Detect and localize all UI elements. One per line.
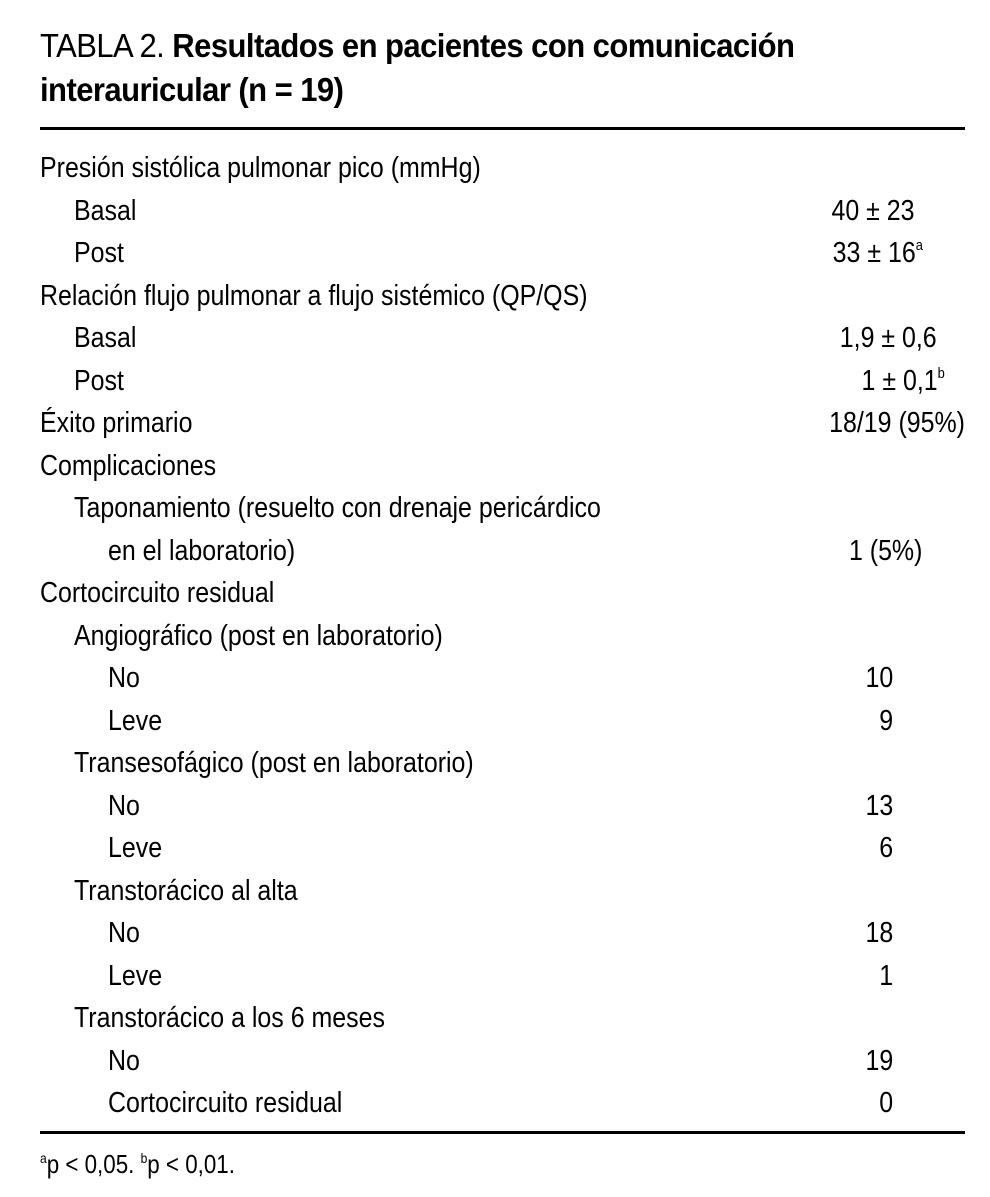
row-value: $33 \pm 16^a$: [832, 237, 923, 269]
row-value: 9: [879, 704, 893, 737]
row-value: 1,9 ± 0,6: [840, 322, 937, 354]
row-label: Complicaciones: [40, 449, 217, 482]
table-row: [40, 232, 965, 275]
table-row: [40, 317, 965, 360]
row-label: Angiográfico (post en laboratorio): [74, 619, 443, 652]
table-row: [40, 700, 965, 743]
row-value: 0: [879, 1087, 893, 1119]
table-row: [40, 530, 965, 573]
table-caption: Resultados en pacientes con comunicación interauricular (n = 19): [40, 27, 795, 108]
row-label: en el laboratorio): [108, 534, 296, 567]
row-label: Post: [74, 364, 124, 397]
table-row: [40, 402, 965, 445]
table-row: [40, 360, 965, 403]
row-label: Leve: [108, 832, 163, 864]
row-value: 10: [865, 662, 893, 694]
row-label: Leve: [108, 959, 163, 992]
table-row: [40, 275, 965, 318]
row-label: Transtorácico a los 6 meses: [74, 1002, 385, 1034]
table-footnote: $^a$p < 0,05. $^b$p < 0,01.: [40, 1149, 235, 1179]
row-label: Taponamiento (resuelto con drenaje pericárdico: [74, 492, 601, 524]
row-label: Transtorácico al alta: [74, 874, 298, 907]
row-label: No: [108, 662, 140, 694]
table-row: [40, 147, 965, 190]
table-row: [40, 487, 965, 530]
bottom-rule: [40, 1131, 965, 1134]
row-label: Éxito primario: [40, 407, 193, 439]
table-row: [40, 870, 965, 913]
table-row: [40, 190, 965, 233]
table-row: [40, 1040, 965, 1083]
footnote-mark: b: [937, 364, 945, 382]
row-label: Cortocircuito residual: [40, 577, 275, 609]
table-row: [40, 912, 965, 955]
table-title: [40, 24, 914, 112]
row-value: 19: [865, 1044, 893, 1077]
row-value: 13: [865, 789, 893, 822]
row-value: 1 (5%): [848, 534, 922, 567]
row-value: 6: [879, 832, 893, 864]
row-label: Relación flujo pulmonar a flujo sistémico (QP/QS): [40, 279, 588, 312]
row-label: Leve: [108, 704, 163, 737]
row-value: 40 ± 23: [831, 194, 915, 227]
table-row: [40, 742, 965, 785]
table-row: [40, 955, 965, 998]
row-label: Basal: [74, 194, 137, 227]
table-row: [40, 1082, 965, 1125]
table-row: [40, 827, 965, 870]
row-value: 18/19 (95%): [829, 407, 965, 439]
row-label: Presión sistólica pulmonar pico (mmHg): [40, 152, 481, 184]
row-label: No: [108, 1044, 140, 1077]
table-row: [40, 445, 965, 488]
row-value: 1 ± 0,1$^b$: [861, 364, 945, 397]
row-label: Cortocircuito residual: [108, 1087, 343, 1119]
top-rule: [40, 127, 965, 130]
table-label: TABLA 2.: [40, 27, 165, 64]
table-row: [40, 785, 965, 828]
row-label: Post: [74, 237, 124, 269]
table-row: [40, 997, 965, 1040]
table-body: [40, 147, 965, 1125]
row-label: Transesofágico (post en laboratorio): [74, 747, 474, 779]
row-value: 1: [879, 959, 893, 992]
table-row: [40, 615, 965, 658]
row-value: 18: [865, 917, 893, 949]
row-label: No: [108, 789, 140, 822]
table-row: [40, 657, 965, 700]
row-label: Basal: [74, 322, 137, 354]
row-label: No: [108, 917, 140, 949]
table-row: [40, 572, 965, 615]
footnote-mark: a: [915, 237, 923, 254]
